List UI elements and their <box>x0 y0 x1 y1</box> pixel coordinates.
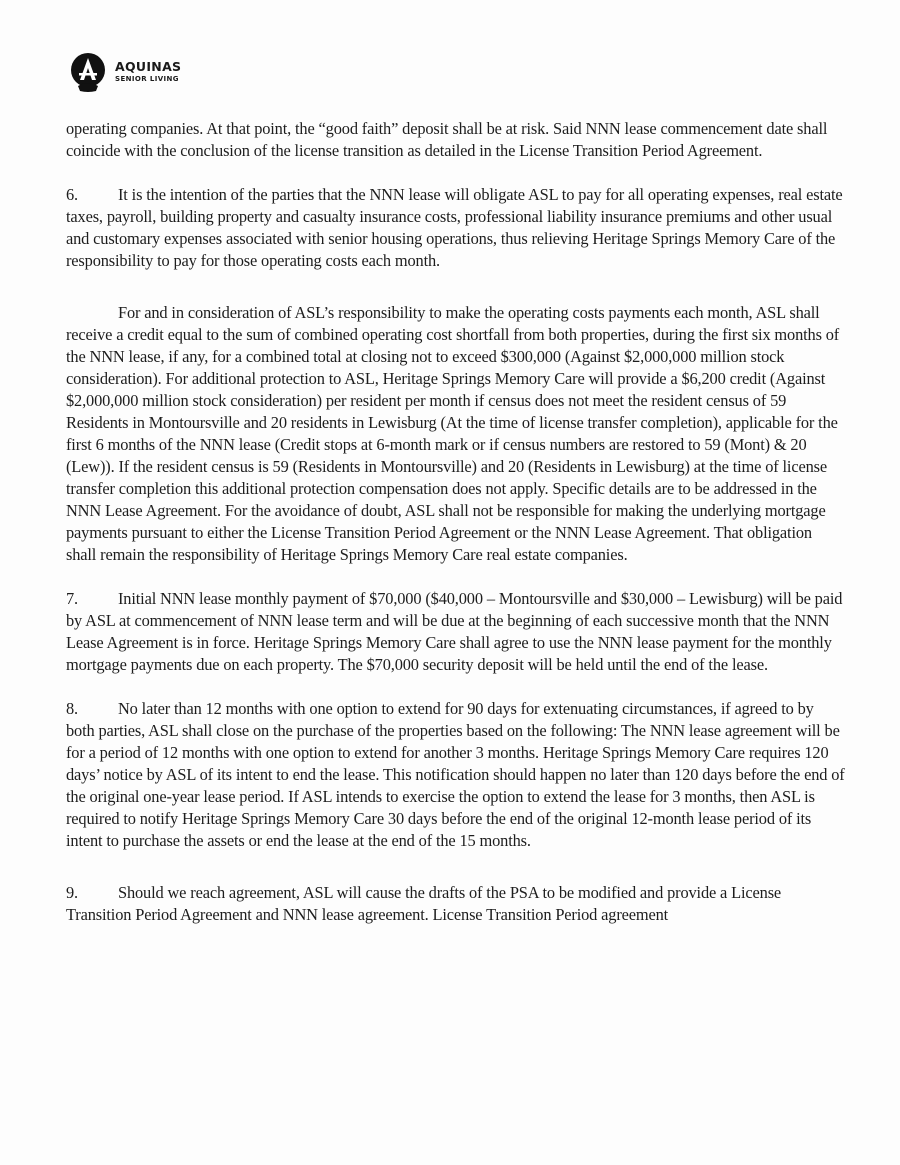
section-6 <box>66 184 846 272</box>
section-9 <box>66 882 846 926</box>
section-6-continued <box>66 302 846 566</box>
section-number: 7. <box>66 589 78 608</box>
section-8 <box>66 698 846 852</box>
section-text: No later than 12 months with one option to extend for 90 days for extenuating circumstances, if agreed to by both parties, ASL shall close on the purchase of the properties based on the following: The NNN lease agreement will be for a period of 12 months with one option to extend for another 3 months. Heritage Springs Memory Care requires 120 days’ notice by ASL of its intent to end the lease. This notification should happen no later than 120 days before the end of the original one-year lease period. If ASL intends to exercise the option to extend the lease for 3 months, then ASL is required to notify Heritage Springs Memory Care 30 days before the end of the original 12-month lease period of its intent to purchase the assets or end the lease at the end of the 15 months. <box>66 699 845 850</box>
section-number: 6. <box>66 185 78 204</box>
logo-name: AQUINAS <box>115 58 182 74</box>
section-number: 9. <box>66 883 78 902</box>
company-logo <box>66 50 181 94</box>
section-text: For and in consideration of ASL’s responsibility to make the operating costs payments each month, ASL shall receive a credit equal to the sum of combined operating cost shortfall from both properties, during the first six months of the NNN lease, if any, for a combined total at closing not to exceed $300,000 (Against $2,000,000 million stock consideration). For additional protection to ASL, Heritage Springs Memory Care will provide a $6,200 credit (Against $2,000,000 million stock consideration) per resident per month if census does not meet the resident census of 59 Residents in Montoursville and 20 residents in Lewisburg (At the time of license transfer completion), applicable for the first 6 months of the NNN lease (Credit stops at 6-month mark or if census numbers are restored to 59 (Mont) & 20 (Lew)). If the resident census is 59 (Residents in Montoursville) and 20 (Residents in Lewisburg) at the time of license transfer completion this additional protection compensation does not apply. Specific details are to be addressed in the NNN Lease Agreement. For the avoidance of doubt, ASL shall not be responsible for making the underlying mortgage payments pursuant to either the License Transition Period Agreement or the NNN Lease Agreement. That obligation shall remain the responsibility of Heritage Springs Memory Care real estate companies. <box>66 303 840 564</box>
continuation-paragraph: operating companies. At that point, the “good faith” deposit shall be at risk. Said NNN lease commencement date shall coincide with the conclusion of the license transition as detailed in the License Transition Period Agreement. <box>66 119 828 160</box>
section-text: It is the intention of the parties that the NNN lease will obligate ASL to pay for all operating expenses, real estate taxes, payroll, building property and casualty insurance costs, professional liability insurance premiums and other usual and customary expenses associated with senior housing operations, thus relieving Heritage Springs Memory Care of the responsibility to pay for those operating costs each month. <box>66 185 843 270</box>
section-7 <box>66 588 846 676</box>
section-text: Initial NNN lease monthly payment of $70,000 ($40,000 – Montoursville and $30,000 – Lewisburg) will be paid by ASL at commencement of NNN lease term and will be due at the beginning of each successive month that the NNN Lease Agreement is in force. Heritage Springs Memory Care shall agree to use the NNN lease payment for the monthly mortgage payments due on each property. The $70,000 security deposit will be held until the end of the lease. <box>66 589 843 674</box>
section-number: 8. <box>66 699 78 718</box>
section-text: Should we reach agreement, ASL will cause the drafts of the PSA to be modified and provide a License Transition Period Agreement and NNN lease agreement. License Transition Period agreement <box>66 883 782 924</box>
document-body <box>66 118 846 926</box>
letter-a-circle-icon <box>66 50 110 94</box>
logo-subtitle: SENIOR LIVING <box>115 75 179 84</box>
